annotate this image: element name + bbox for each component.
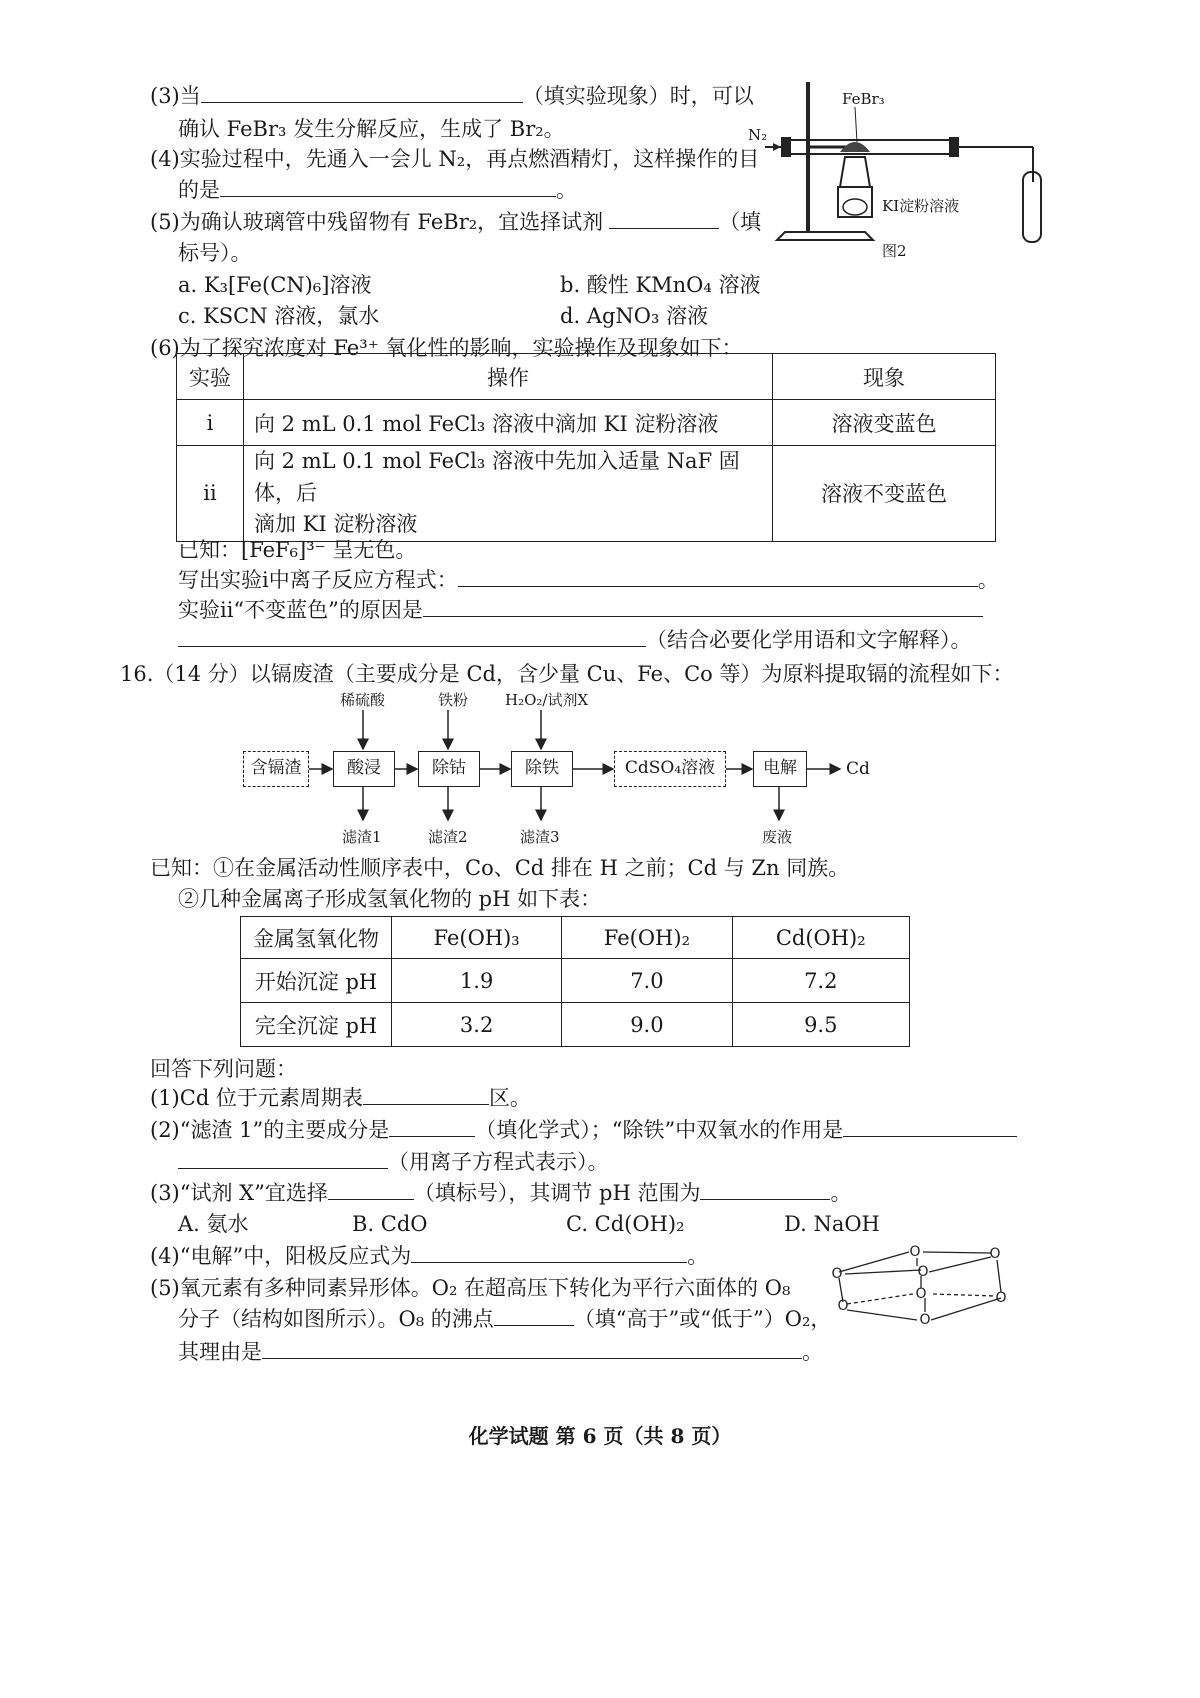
ph-table [240, 916, 910, 1047]
table-row [241, 1003, 910, 1047]
option-b: b. 酸性 KMnO₄ 溶液 [560, 273, 761, 297]
q16-p4-end: 。 [687, 1244, 709, 1268]
q15-p3-tail: （填实验现象）时，可以 [522, 84, 754, 108]
page-footer: 化学试题 第 6 页（共 8 页） [468, 1424, 732, 1448]
q15-p5-tail: （填 [719, 210, 762, 234]
q16-p2-lead: (2)“滤渣 1”的主要成分是 [150, 1118, 390, 1142]
answer-blank[interactable] [363, 1086, 489, 1105]
q15-reason-tail: （结合必要化学用语和文字解释）。 [646, 628, 972, 652]
q16-p3 [150, 1181, 851, 1205]
o-atom: O [915, 1286, 927, 1302]
answer-blank[interactable] [458, 568, 978, 587]
o-atom: O [909, 1244, 921, 1260]
o-atom: O [995, 1290, 1007, 1306]
flow-step-cdso4: CdSO₄溶液 [614, 751, 726, 787]
ph-value: 9.5 [732, 1003, 909, 1047]
ph-value: 3.2 [392, 1003, 562, 1047]
answer-blank[interactable] [389, 1118, 475, 1137]
operation-line: 滴加 KI 淀粉溶液 [254, 512, 418, 536]
q15-write-lead: 写出实验ⅰ中离子反应方程式： [178, 568, 458, 592]
answer-blank[interactable] [609, 210, 719, 229]
operation-line: 向 2 mL 0.1 mol FeCl₃ 溶液中先加入适量 NaF 固体，后 [254, 449, 740, 505]
table-header: 现象 [773, 354, 996, 400]
option-a: A. 氨水 [178, 1212, 249, 1236]
phenomenon-cell: 溶液变蓝色 [773, 400, 996, 446]
o-atom: O [989, 1246, 1001, 1262]
q16-p1 [150, 1086, 531, 1110]
q15-p6: (6)为了探究浓度对 Fe³⁺ 氧化性的影响，实验操作及现象如下： [150, 336, 743, 360]
flow-arrows [240, 705, 860, 825]
option-b: B. CdO [352, 1212, 428, 1236]
q16-p4 [150, 1244, 708, 1268]
option-d: d. AgNO₃ 溶液 [560, 304, 709, 328]
row-label: 开始沉淀 pH [241, 959, 392, 1003]
q15-p3-line1 [150, 84, 754, 108]
answer-blank[interactable] [411, 1244, 687, 1263]
answer-blank[interactable] [700, 1181, 830, 1200]
q15-p4-end: 。 [556, 178, 577, 202]
table-header: Cd(OH)₂ [732, 917, 909, 959]
table-row [177, 446, 996, 542]
flow-input: H₂O₂/试剂X [505, 691, 589, 709]
q16-p3-lead: (3)“试剂 X”宜选择 [150, 1181, 328, 1205]
flow-step-remove-iron: 除铁 [511, 751, 573, 787]
table-row [177, 400, 996, 446]
q16-p2-line1 [150, 1118, 1017, 1142]
answer-blank[interactable] [328, 1181, 414, 1200]
operation-cell [244, 446, 773, 542]
q15-p3-line2: 确认 FeBr₃ 发生分解反应，生成了 Br₂。 [178, 117, 565, 141]
q16-p5-lead: 分子（结构如图所示）。O₈ 的沸点 [178, 1307, 494, 1331]
q15-p4-line2 [178, 178, 577, 202]
febr3-label: FeBr₃ [842, 90, 885, 108]
q16-p5-reason-lead: 其理由是 [178, 1340, 262, 1364]
flow-input: 稀硫酸 [340, 691, 386, 709]
q16-p2-line2 [178, 1150, 609, 1174]
experiment-table [176, 353, 996, 542]
flow-input: 铁粉 [438, 691, 469, 709]
o-atom: O [837, 1298, 849, 1314]
answer-blank[interactable] [178, 1150, 388, 1169]
table-header: 实验 [177, 354, 244, 400]
q16-intro: 16.（14 分）以镉废渣（主要成分是 Cd，含少量 Cu、Fe、Co 等）为原料提取镉的流程如下： [120, 662, 1014, 686]
ph-value: 9.0 [562, 1003, 732, 1047]
o-atom: O [917, 1264, 929, 1280]
q16-p5-mid: （填“高于”或“低于”）O₂， [573, 1307, 832, 1331]
q16-p4-lead: (4)“电解”中，阳极反应式为 [150, 1244, 412, 1268]
option-d: D. NaOH [784, 1212, 880, 1236]
q15-known: 已知：[FeF₆]³⁻ 呈无色。 [178, 538, 417, 562]
flow-step-remove-cobalt: 除钴 [418, 751, 480, 787]
flow-output: 滤渣3 [520, 828, 560, 846]
ph-value: 7.0 [562, 959, 732, 1003]
q16-p1-tail: 区。 [488, 1086, 531, 1110]
table-header: Fe(OH)₃ [392, 917, 562, 959]
flow-step-acid-leach: 酸浸 [333, 751, 395, 787]
q15-p5-lead: (5)为确认玻璃管中残留物有 FeBr₂，宜选择试剂 [150, 210, 604, 234]
answer-blank[interactable] [843, 1118, 1017, 1137]
q16-p2-mid: （填化学式）；“除铁”中双氧水的作用是 [475, 1118, 844, 1142]
q16-p1-lead: (1)Cd 位于元素周期表 [150, 1086, 363, 1110]
q16-known2: ②几种金属离子形成氢氧化物的 pH 如下表： [178, 887, 602, 911]
experiment-id: ⅰ [177, 400, 244, 446]
q15-write [178, 568, 999, 592]
q15-write-end: 。 [977, 568, 999, 592]
q16-p5-line1: (5)氧元素有多种同素异形体。O₂ 在超高压下转化为平行六面体的 O₈ [150, 1276, 791, 1300]
answer-blank[interactable] [201, 84, 523, 103]
answer-blank[interactable] [178, 628, 646, 647]
q15-p4-lead: 的是 [178, 178, 220, 202]
q15-p3-lead: (3)当 [150, 84, 201, 108]
answer-blank[interactable] [220, 178, 556, 197]
q15-p5-line2: 标号）。 [178, 241, 252, 265]
q16-p2-tail: （用离子方程式表示）。 [388, 1150, 609, 1174]
flow-product: Cd [846, 759, 870, 779]
q16-p5-line2 [178, 1307, 831, 1331]
answer-blank[interactable] [494, 1307, 574, 1326]
row-label: 完全沉淀 pH [241, 1003, 392, 1047]
q16-known1: 已知：①在金属活动性顺序表中，Co、Cd 排在 H 之前；Cd 与 Zn 同族。 [150, 856, 850, 880]
q16-p3-mid: （填标号），其调节 pH 范围为 [413, 1181, 701, 1205]
o-atom: O [919, 1312, 931, 1328]
q15-reason-line2 [178, 628, 972, 652]
option-a: a. K₃[Fe(CN)₆]溶液 [178, 273, 372, 297]
table-header: Fe(OH)₂ [562, 917, 732, 959]
ph-value: 7.2 [732, 959, 909, 1003]
flow-output: 滤渣1 [342, 828, 382, 846]
flow-step-start: 含镉渣 [243, 751, 309, 787]
flow-output: 废液 [762, 828, 793, 846]
flow-output: 滤渣2 [428, 828, 468, 846]
q15-p5-line1 [150, 210, 761, 234]
figure-caption: 图2 [882, 242, 907, 260]
o8-structure-diagram [825, 1240, 1015, 1330]
ki-starch-label: KI淀粉溶液 [882, 197, 960, 215]
q16-p5-end: 。 [802, 1340, 823, 1364]
table-row [241, 959, 910, 1003]
answer-blank[interactable] [423, 598, 983, 617]
q15-p4-line1: (4)实验过程中，先通入一会儿 N₂，再点燃酒精灯，这样操作的目 [150, 147, 760, 171]
q16-p5-line3 [178, 1340, 823, 1364]
answer-blank[interactable] [262, 1340, 802, 1359]
q16-p3-end: 。 [830, 1181, 852, 1205]
option-c: c. KSCN 溶液，氯水 [178, 304, 380, 328]
operation-cell: 向 2 mL 0.1 mol FeCl₃ 溶液中滴加 KI 淀粉溶液 [244, 400, 773, 446]
option-c: C. Cd(OH)₂ [566, 1212, 685, 1236]
experiment-id: ⅱ [177, 446, 244, 542]
flow-step-electrolysis: 电解 [753, 751, 807, 787]
table-header: 操作 [244, 354, 773, 400]
n2-label: N₂ [748, 126, 768, 144]
table-header: 金属氢氧化物 [241, 917, 392, 959]
o-atom: O [831, 1266, 843, 1282]
q15-reason-line1 [178, 598, 983, 622]
ph-value: 1.9 [392, 959, 562, 1003]
q15-reason-lead: 实验ⅱ“不变蓝色”的原因是 [178, 598, 423, 622]
q16-answer: 回答下列问题： [150, 1057, 297, 1081]
phenomenon-cell: 溶液不变蓝色 [773, 446, 996, 542]
